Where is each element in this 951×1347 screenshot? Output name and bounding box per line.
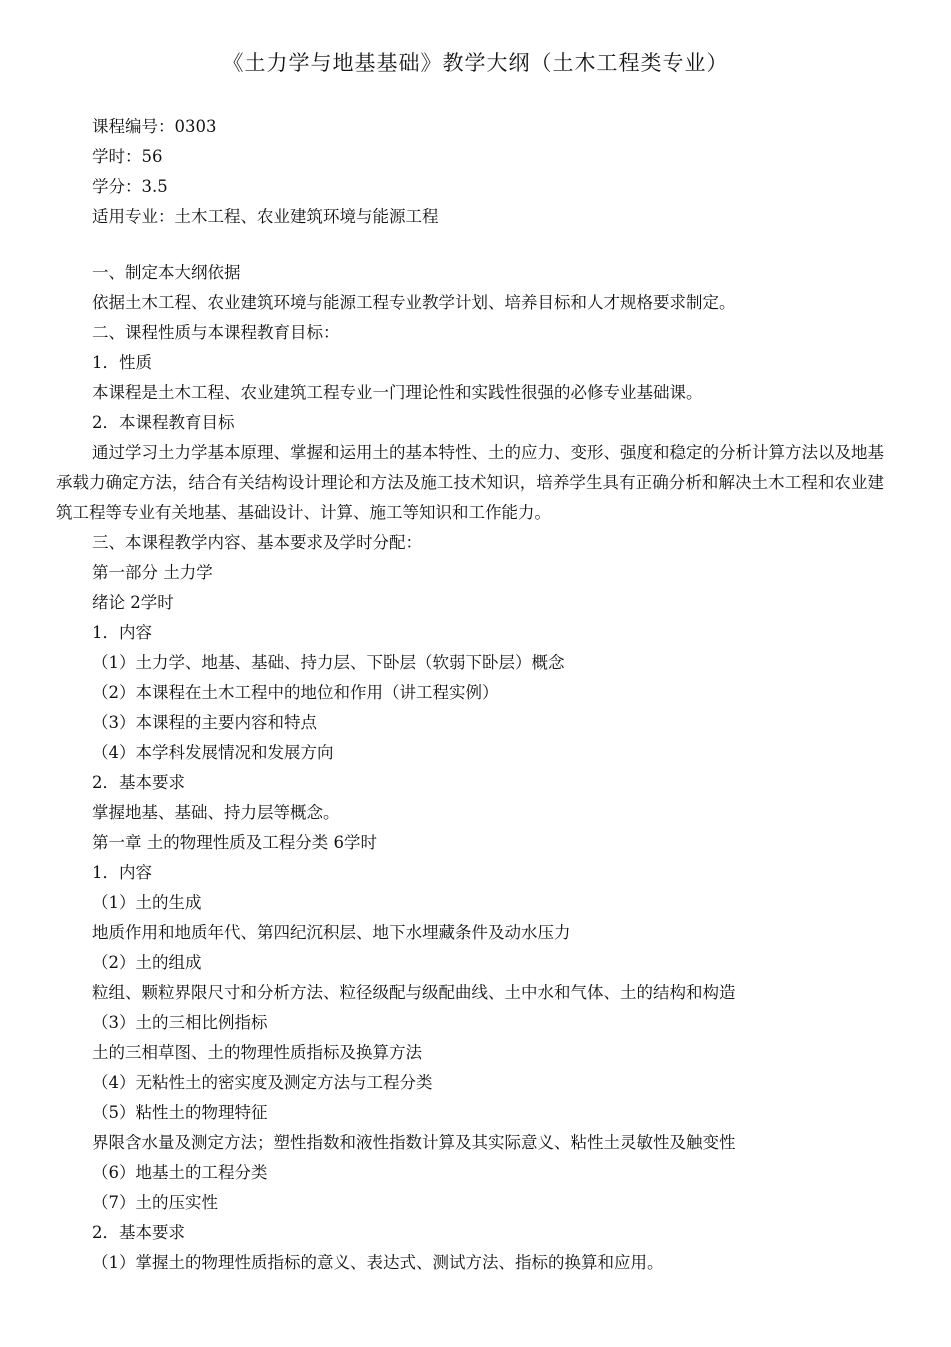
section-text: 界限含水量及测定方法；塑性指数和液性指数计算及其实际意义、粘性土灵敏性及触变性 [92,1133,736,1152]
course-code: 课程编号：0303 [92,117,217,136]
subsection-heading: 1．内容 [92,623,152,642]
section-paragraph: 通过学习土力学基本原理、掌握和运用土的基本特性、土的应力、变形、强度和稳定的分析计算方法以及地基承载力确定方法，结合有关结构设计理论和方法及施工技术知识，培养学生具有正确分析和解决土木工程和农业建筑工程等专业有关地基、基础设计、计算、施工等知识和工作能力。 [56,443,884,522]
section-text: 本课程是土木工程、农业建筑工程专业一门理论性和实践性很强的必修专业基础课。 [92,383,703,402]
section-heading: 三、本课程教学内容、基本要求及学时分配： [92,533,422,552]
section-text: 依据土木工程、农业建筑环境与能源工程专业教学计划、培养目标和人才规格要求制定。 [92,293,736,312]
list-item: （5）粘性土的物理特征 [92,1103,268,1122]
subsection-heading: 2．本课程教育目标 [92,413,235,432]
list-item: （1）掌握土的物理性质指标的意义、表达式、测试方法、指标的换算和应用。 [92,1253,664,1272]
part-heading: 第一部分 土力学 [92,563,213,582]
course-meta [92,112,439,232]
chapter-heading: 第一章 土的物理性质及工程分类 6学时 [92,833,377,852]
section-text: 土的三相草图、土的物理性质指标及换算方法 [92,1043,422,1062]
course-credits: 学分：3.5 [92,177,168,196]
list-item: （1）土的生成 [92,893,202,912]
subsection-heading: 1．性质 [92,353,152,372]
list-item: （2）土的组成 [92,953,202,972]
list-item: （7）土的压实性 [92,1193,218,1212]
list-item: （3）土的三相比例指标 [92,1013,268,1032]
section-text: 地质作用和地质年代、第四纪沉积层、地下水埋藏条件及动水压力 [92,923,571,942]
chapter-heading: 绪论 2学时 [92,593,174,612]
section-text: 粒组、颗粒界限尺寸和分析方法、粒径级配与级配曲线、土中水和气体、土的结构和构造 [92,983,736,1002]
subsection-heading: 2．基本要求 [92,773,185,792]
page-title: 《土力学与地基基础》教学大纲（土木工程类专业） [222,51,729,75]
list-item: （2）本课程在土木工程中的地位和作用（讲工程实例） [92,683,499,702]
section-heading: 一、制定本大纲依据 [92,263,241,282]
subsection-heading: 1．内容 [92,863,152,882]
section-text: 掌握地基、基础、持力层等概念。 [92,803,340,822]
subsection-heading: 2．基本要求 [92,1223,185,1242]
section-heading: 二、课程性质与本课程教育目标： [92,323,340,342]
list-item: （4）本学科发展情况和发展方向 [92,743,334,762]
list-item: （3）本课程的主要内容和特点 [92,713,317,732]
course-hours: 学时：56 [92,147,163,166]
list-item: （4）无粘性土的密实度及测定方法与工程分类 [92,1073,433,1092]
list-item: （1）土力学、地基、基础、持力层、下卧层（软弱下卧层）概念 [92,653,565,672]
document-body [56,258,886,1278]
course-majors: 适用专业：土木工程、农业建筑环境与能源工程 [92,207,439,226]
list-item: （6）地基土的工程分类 [92,1163,268,1182]
